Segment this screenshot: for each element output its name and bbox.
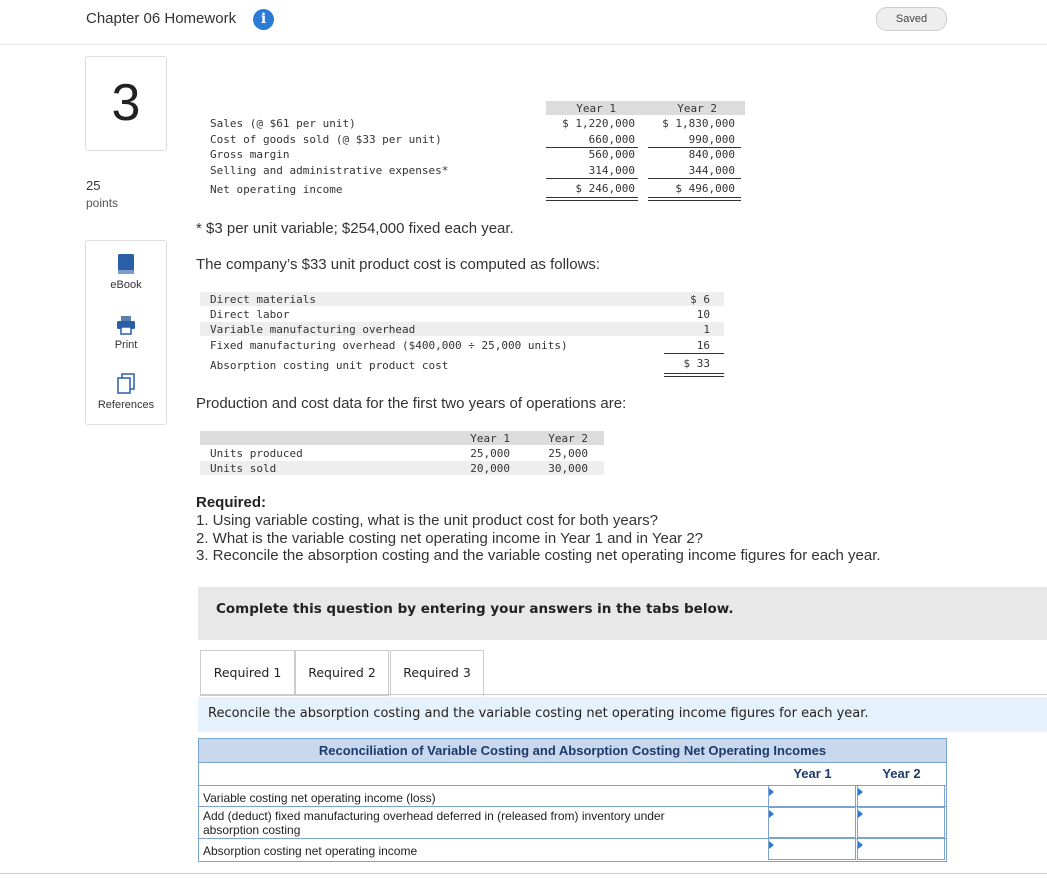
income-row-y2: $ 1,830,000 [662, 117, 735, 130]
input-fixed-overhead-year1[interactable] [768, 807, 856, 838]
input-variable-noi-year1[interactable] [768, 785, 856, 807]
ebook-label: eBook [110, 279, 142, 291]
references-icon [116, 373, 136, 395]
ebook-icon [117, 253, 135, 275]
production-row-y1: 20,000 [470, 462, 510, 475]
double-underline [546, 197, 638, 201]
unit-cost-value: 16 [696, 339, 710, 352]
income-row-y2: 344,000 [688, 164, 735, 177]
saved-status-badge: Saved [876, 7, 947, 31]
income-row-y1: 560,000 [588, 148, 635, 161]
tab-required-1[interactable]: Required 1 [200, 650, 295, 696]
unit-cost-label: Fixed manufacturing overhead ($400,000 ÷ 25,000 units) [210, 339, 568, 352]
tab-required-2[interactable]: Required 2 [295, 650, 389, 696]
income-col-year1: Year 1 [576, 102, 616, 115]
references-label: References [97, 399, 155, 411]
production-row-label: Units produced [210, 447, 303, 460]
unit-cost-label: Direct labor [210, 308, 290, 321]
underline [546, 178, 638, 179]
income-row-y1: 660,000 [588, 133, 635, 146]
income-row-label: Selling and administrative expenses* [210, 164, 449, 177]
input-variable-noi-year2[interactable] [857, 785, 945, 807]
unit-cost-value: $ 33 [683, 357, 710, 370]
input-absorption-noi-year1[interactable] [768, 838, 856, 860]
recon-col-year2: Year 2 [882, 766, 921, 781]
question-number: 3 [85, 56, 167, 151]
income-row-label: Sales (@ $61 per unit) [210, 117, 356, 130]
production-row-y2: 25,000 [548, 447, 588, 460]
unit-cost-label: Absorption costing unit product cost [210, 359, 449, 372]
underline [664, 353, 724, 354]
double-underline [664, 373, 724, 377]
ebook-button[interactable] [86, 253, 166, 291]
instructions-banner-text: Complete this question by entering your answers in the tabs below. [216, 601, 734, 617]
info-icon[interactable]: i [253, 9, 274, 30]
reconciliation-title: Reconciliation of Variable Costing and Absorption Costing Net Operating Incomes [199, 739, 946, 763]
unit-cost-value: 10 [696, 308, 710, 321]
income-row-y1: $ 1,220,000 [562, 117, 635, 130]
double-underline [648, 197, 741, 201]
unit-cost-label: Direct materials [210, 293, 316, 306]
references-button[interactable] [86, 373, 166, 411]
tab-instruction [198, 697, 1047, 732]
tab-required-3[interactable]: Required 3 [390, 650, 484, 697]
required-item-1: 1. Using variable costing, what is the unit product cost for both years? [196, 512, 658, 529]
underline [648, 178, 741, 179]
income-row-label: Cost of goods sold (@ $33 per unit) [210, 133, 442, 146]
income-row-y2: 840,000 [688, 148, 735, 161]
income-row-y1: $ 246,000 [575, 182, 635, 195]
income-row-y2: $ 496,000 [675, 182, 735, 195]
tab-instruction-text: Reconcile the absorption costing and the variable costing net operating income figures for each year. [208, 706, 869, 721]
points-value: 25 [86, 178, 101, 193]
recon-row-label: absorption costing [203, 823, 301, 837]
required-item-2: 2. What is the variable costing net operating income in Year 1 and in Year 2? [196, 530, 704, 547]
production-intro: Production and cost data for the first two years of operations are: [196, 395, 627, 412]
production-col-year2: Year 2 [548, 432, 588, 445]
instructions-banner [198, 587, 1047, 640]
income-col-year2: Year 2 [677, 102, 717, 115]
assignment-title: Chapter 06 Homework [86, 10, 237, 27]
income-row-y2: 990,000 [688, 133, 735, 146]
tools-panel [85, 240, 167, 425]
recon-row-label: Add (deduct) fixed manufacturing overhead deferred in (released from) inventory under [203, 809, 665, 823]
production-row-label: Units sold [210, 462, 277, 475]
unit-cost-value: 1 [703, 323, 710, 336]
input-absorption-noi-year2[interactable] [857, 838, 945, 860]
recon-row-label: Absorption costing net operating income [203, 844, 418, 858]
unit-cost-value: $ 6 [690, 293, 710, 306]
unit-cost-intro: The company’s $33 unit product cost is computed as follows: [196, 256, 601, 273]
print-button[interactable] [86, 315, 166, 351]
input-fixed-overhead-year2[interactable] [857, 807, 945, 838]
print-icon [116, 315, 136, 335]
production-row-y1: 25,000 [470, 447, 510, 460]
points-label: points [86, 196, 119, 210]
income-row-label: Net operating income [210, 183, 343, 196]
bottom-divider [0, 873, 1047, 874]
income-row-y1: 314,000 [588, 164, 635, 177]
unit-cost-label: Variable manufacturing overhead [210, 323, 416, 336]
reconciliation-table [198, 738, 947, 862]
production-col-year1: Year 1 [470, 432, 510, 445]
income-row-label: Gross margin [210, 148, 290, 161]
page-header [0, 0, 1047, 45]
production-row-y2: 30,000 [548, 462, 588, 475]
recon-row-label: Variable costing net operating income (loss) [203, 791, 436, 805]
footnote: * $3 per unit variable; $254,000 fixed each year. [196, 220, 514, 237]
recon-col-year1: Year 1 [793, 766, 832, 781]
required-heading: Required: [196, 494, 267, 511]
tab-divider [200, 694, 1047, 695]
print-label: Print [114, 339, 138, 351]
required-item-3: 3. Reconcile the absorption costing and the variable costing net operating income figures for each year. [196, 547, 881, 564]
